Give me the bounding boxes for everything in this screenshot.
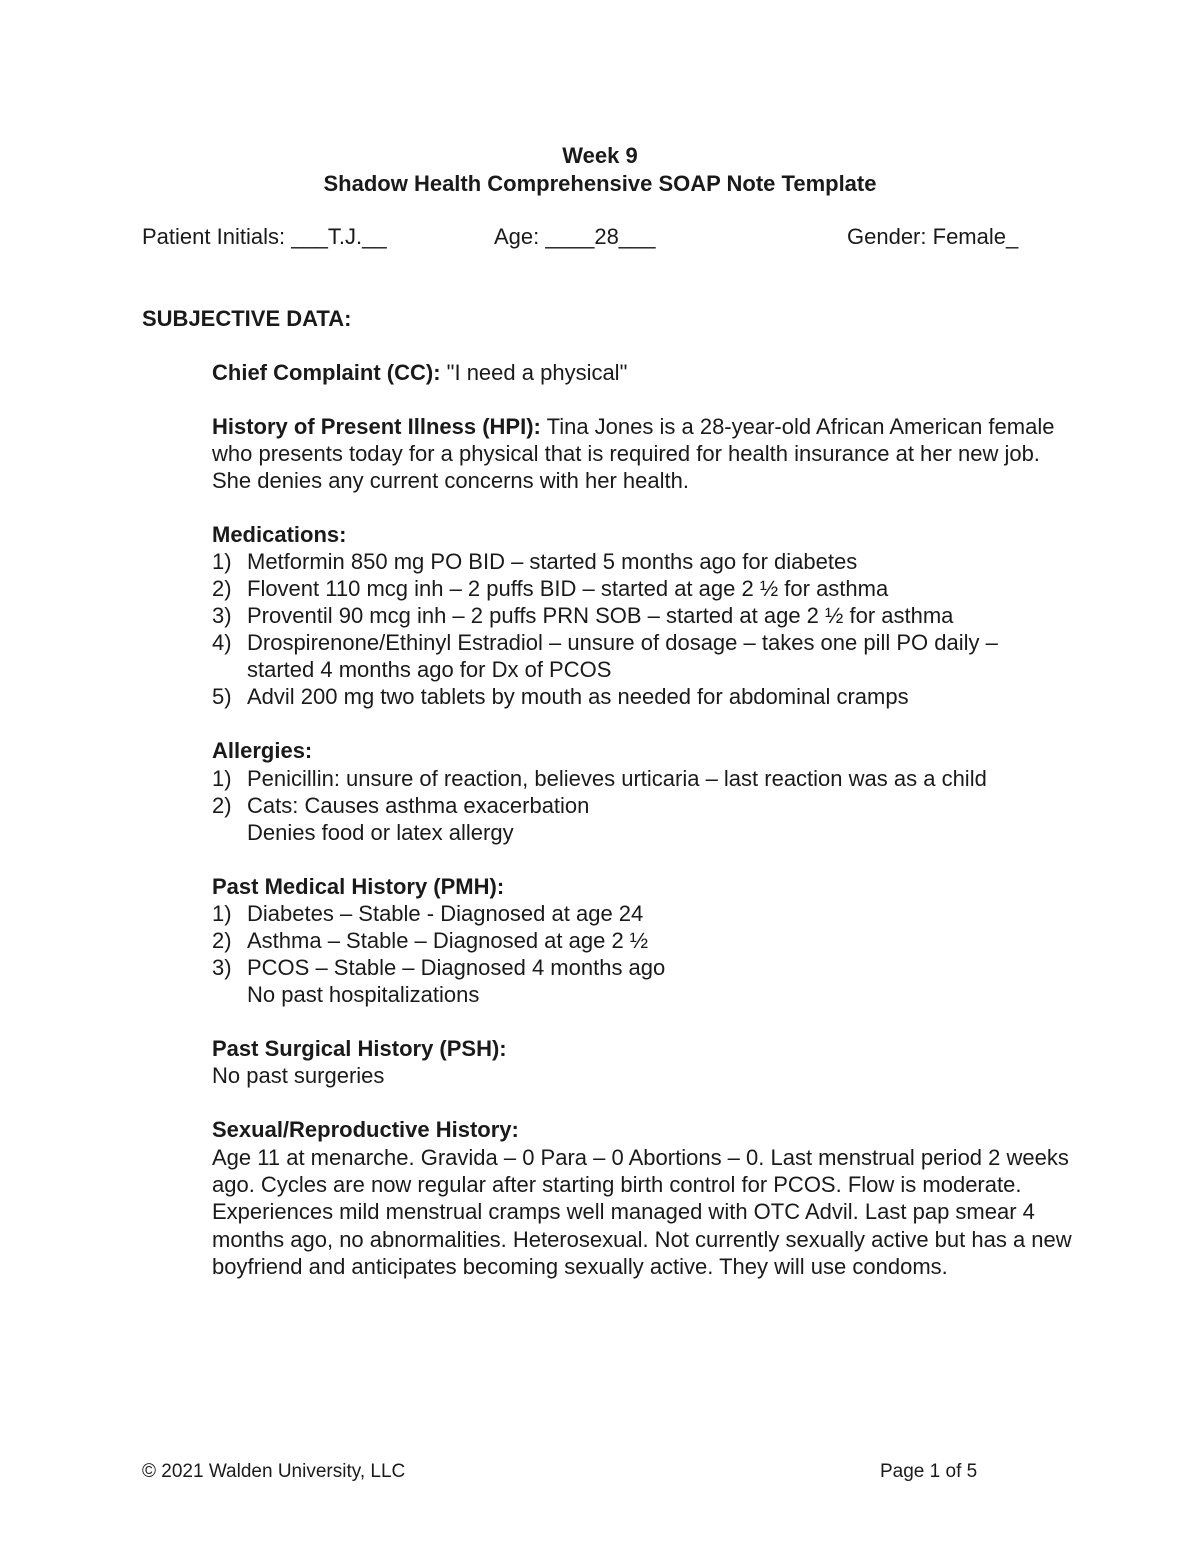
patient-initials bbox=[142, 224, 387, 250]
psh-heading: Past Surgical History (PSH): bbox=[212, 1036, 507, 1061]
patient-gender-label: Gender: bbox=[847, 224, 927, 249]
patient-gender bbox=[847, 224, 1018, 250]
hpi-label: History of Present Illness (HPI): bbox=[212, 414, 541, 439]
list-item-number: 1) bbox=[212, 549, 232, 574]
patient-initials-label: Patient Initials: bbox=[142, 224, 286, 249]
list-item: Cats: Causes asthma exacerbation bbox=[247, 793, 590, 818]
list-item-number: 2) bbox=[212, 928, 232, 953]
repro-heading: Sexual/Reproductive History: bbox=[212, 1117, 519, 1142]
list-item-number: 3) bbox=[212, 603, 232, 628]
list-item-continuation: No past hospitalizations bbox=[247, 982, 480, 1007]
list-item-number: 3) bbox=[212, 955, 232, 980]
list-item: Drospirenone/Ethinyl Estradiol – unsure of dosage – takes one pill PO daily – bbox=[247, 630, 998, 655]
list-item-number: 1) bbox=[212, 766, 232, 791]
list-item-continuation: Denies food or latex allergy bbox=[247, 820, 514, 845]
patient-age-label: Age: bbox=[494, 224, 540, 249]
subjective-heading: SUBJECTIVE DATA: bbox=[142, 306, 352, 331]
list-item: Flovent 110 mcg inh – 2 puffs BID – started at age 2 ½ for asthma bbox=[247, 576, 889, 601]
footer-copyright: © 2021 Walden University, LLC bbox=[142, 1461, 406, 1482]
patient-initials-value: ___T.J.__ bbox=[291, 224, 387, 249]
list-item: Asthma – Stable – Diagnosed at age 2 ½ bbox=[247, 928, 649, 953]
list-item-number: 1) bbox=[212, 901, 232, 926]
list-item: PCOS – Stable – Diagnosed 4 months ago bbox=[247, 955, 666, 980]
list-item-number: 2) bbox=[212, 576, 232, 601]
chief-complaint bbox=[212, 360, 627, 386]
list-item-number: 4) bbox=[212, 630, 232, 655]
list-item: Diabetes – Stable - Diagnosed at age 24 bbox=[247, 901, 644, 926]
chief-complaint-value: "I need a physical" bbox=[446, 360, 628, 385]
allergies-heading: Allergies: bbox=[212, 738, 313, 763]
psh-text: No past surgeries bbox=[212, 1063, 385, 1088]
document-title: Shadow Health Comprehensive SOAP Note Template bbox=[323, 171, 877, 196]
patient-gender-value: Female_ bbox=[932, 224, 1019, 249]
pmh-heading: Past Medical History (PMH): bbox=[212, 874, 505, 899]
list-item-number: 2) bbox=[212, 793, 232, 818]
list-item: Penicillin: unsure of reaction, believes urticaria – last reaction was as a child bbox=[247, 766, 987, 791]
footer-page-number: Page 1 of 5 bbox=[880, 1461, 978, 1482]
list-item: Advil 200 mg two tablets by mouth as needed for abdominal cramps bbox=[247, 684, 909, 709]
hpi-text: Tina Jones is a 28-year-old African American female who presents today for a physical that is required for health insurance at her new job. She denies any current concerns with her health. bbox=[212, 414, 1055, 494]
list-item: Metformin 850 mg PO BID – started 5 months ago for diabetes bbox=[247, 549, 858, 574]
patient-age bbox=[494, 224, 656, 250]
medications-heading: Medications: bbox=[212, 522, 347, 547]
list-item: Proventil 90 mcg inh – 2 puffs PRN SOB – started at age 2 ½ for asthma bbox=[247, 603, 954, 628]
chief-complaint-label: Chief Complaint (CC): bbox=[212, 360, 441, 385]
list-item-number: 5) bbox=[212, 684, 232, 709]
week-title: Week 9 bbox=[562, 143, 638, 168]
hpi-section bbox=[212, 413, 1072, 495]
patient-age-value: ____28___ bbox=[545, 224, 656, 249]
list-item-continuation: started 4 months ago for Dx of PCOS bbox=[247, 657, 612, 682]
repro-text: Age 11 at menarche. Gravida – 0 Para – 0 Abortions – 0. Last menstrual period 2 weeks ago. Cycles are now regular after starting birth control for PCOS. Flow is moderate. Experiences mild menstrual cramps well managed with OTC Advil. Last pap smear 4 months ago, no abnormalities. Heterosexual. Not currently sexually active but has a new boyfriend and anticipates becoming sexually active. They will use condoms. bbox=[212, 1145, 1072, 1279]
